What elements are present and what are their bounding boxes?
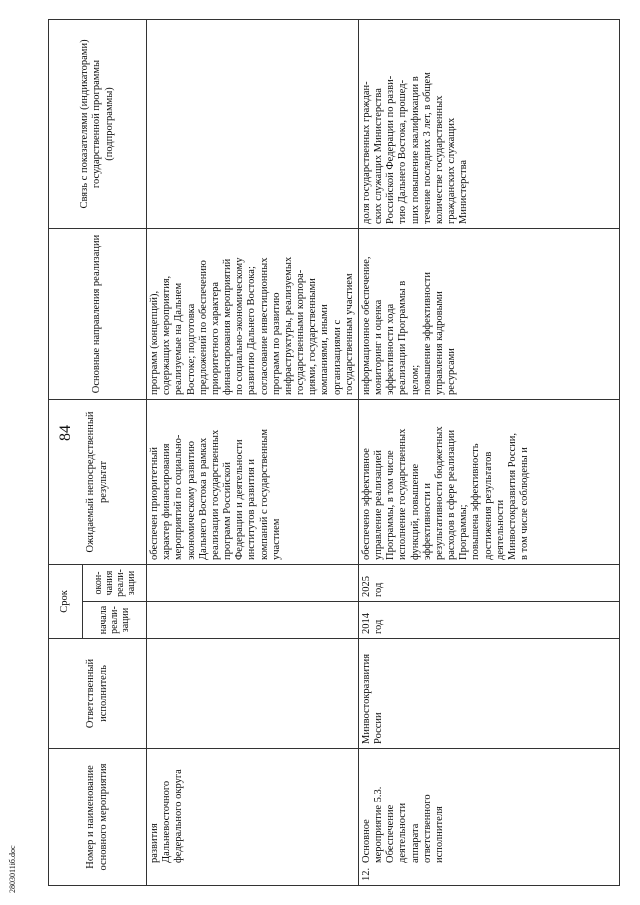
cell-number-name: 12.Основное мероприятие 5.3. Обеспечение деятельности аппарата ответственного исполнителя — [358, 749, 619, 886]
activities-table — [48, 19, 620, 886]
table-header-row — [49, 19, 83, 885]
cell-end: 2025 год — [358, 564, 619, 601]
cell-number-name: развития Дальневосточного федерального округа — [147, 749, 359, 886]
cell-result: обеспечен приоритетный характер финансирования мероприятий по социально- экономическому развитию Дальнего Востока в рамках реализации государственных программ Российской Федерации и деятельности институтов развития и компаний с государственным участием — [147, 399, 359, 564]
cell-indicator-link — [147, 19, 359, 228]
header-term-end: окон- чания реали- зации — [83, 564, 147, 601]
cell-result: обеспечено эффективное управление реализацией Программы, в том числе исполнение государственных функций, повышение эффективности и результативности бюджетных расходов в сфере реализации Программы; повышена эффективность достижения результатов деятельности Минвостокразвития России, в том числе соблюдены и — [358, 399, 619, 564]
header-term: Срок — [49, 564, 83, 638]
table-row — [147, 19, 359, 885]
header-number-name: Номер и наименование основного мероприятия — [49, 749, 147, 886]
header-term-start: начала реали- зации — [83, 602, 147, 639]
cell-indicator-link: доля государственных граждан- ских служащих Министерства Российской Федерации по разви- тию Дальнего Востока, прошед- ших повышение квалификации в течение последних 3 лет, в общем количестве государственных гражданских служащих Министерства — [358, 19, 619, 228]
cell-directions: программ (концепций), содержащих мероприятия, реализуемые на Дальнем Востоке; подготовка предложений по обеспечению приоритетного характера финансирования мероприятий по социально-экономическому развитию Дальнего Востока; согласование инвестиционных программ по развитию инфраструктуры, реализуемых государственными корпора- циями, государственными компаниями, иными организациями с государственным участием — [147, 228, 359, 399]
header-expected-result: Ожидаемый непосредственный результат — [49, 399, 147, 564]
header-responsible: Ответственный исполнитель — [49, 639, 147, 749]
rotated-table-sheet — [48, 20, 620, 886]
cell-start: 2014 год — [358, 602, 619, 639]
table-row — [358, 19, 619, 885]
cell-responsible — [147, 639, 359, 749]
header-indicator-link: Связь с показателями (индикаторами) государственной программы (подпрограммы) — [49, 19, 147, 228]
header-directions: Основные направления реализации — [49, 228, 147, 399]
cell-end — [147, 564, 359, 601]
cell-responsible: Минвостокразвития России — [358, 639, 619, 749]
cell-directions: информационное обеспечение, мониторинг и оценка эффективности хода реализации Программы в целом; повышение эффективности управления кадровыми ресурсами — [358, 228, 619, 399]
file-reference: 2803011іб.doc — [8, 845, 17, 893]
page-number: 84 — [57, 425, 74, 441]
cell-start — [147, 602, 359, 639]
